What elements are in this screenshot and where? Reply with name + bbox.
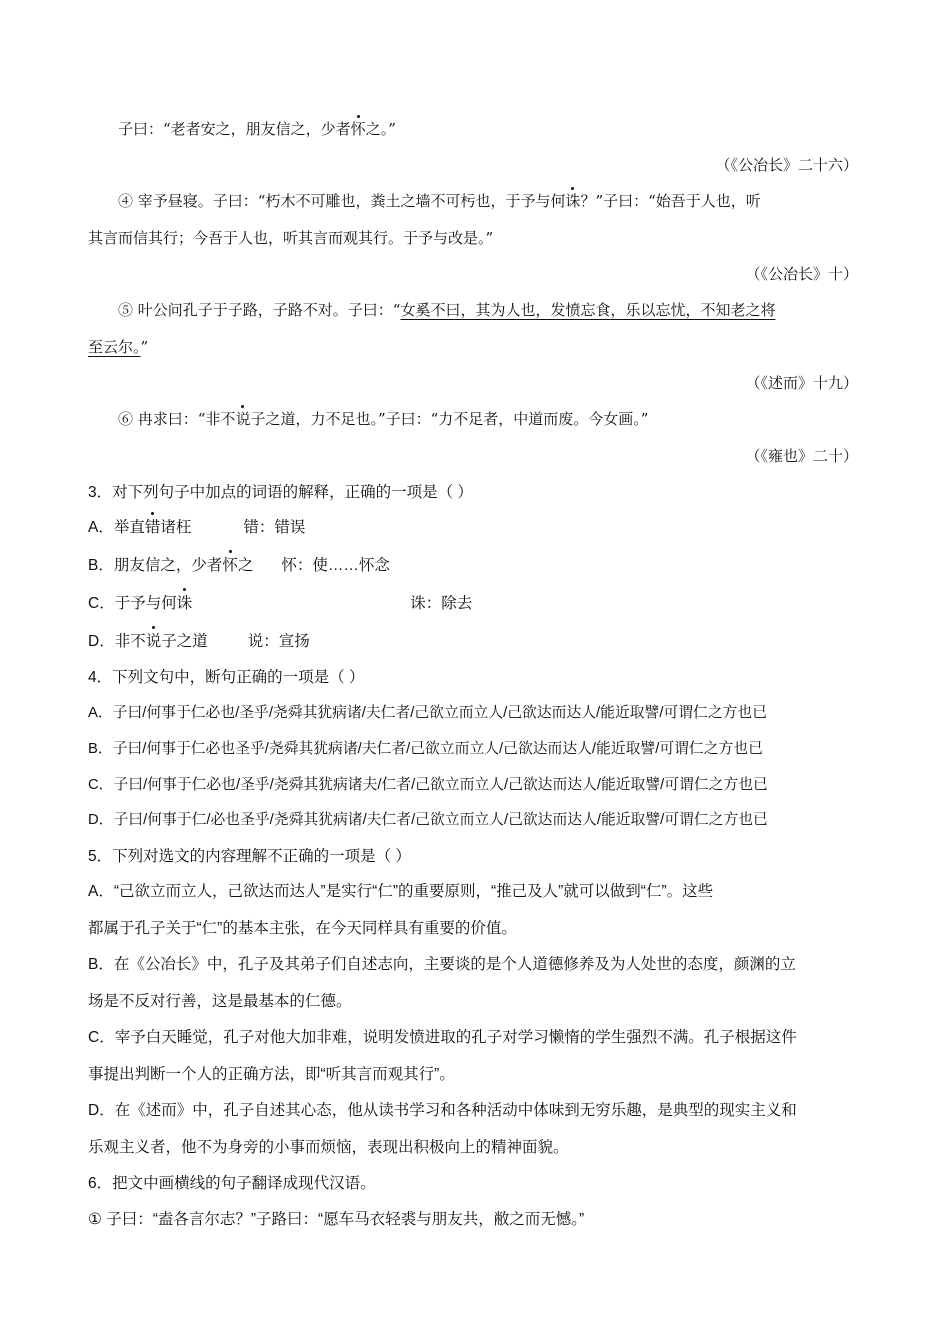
underlined-sentence: 女奚不曰，其为人也，发愤忘食，乐以忘忧，不知老之将 [400, 301, 776, 319]
emphasis-dot-char: 说 [235, 410, 251, 428]
emphasis-dot-char: 诛 [177, 591, 193, 613]
question-6-item-1: ① 子曰：“盍各言尔志？”子路曰：“愿车马衣轻裘与朋友共，敝之而无憾。” [88, 1211, 585, 1228]
passage-source: （《公冶长》二十六） [715, 156, 858, 174]
emphasis-dot-char: 说 [146, 629, 162, 651]
passage-line: 其言而信其行；今吾于人也，听其言而观其行。于予与改是。” [88, 229, 494, 247]
question-4-stem: 4．下列文句中，断句正确的一项是（ ） [88, 669, 365, 686]
emphasis-dot-char: 诛 [565, 192, 581, 210]
question-5-option-b: B．在《公冶长》中，孔子及其弟子们自述志向，主要谈的是个人道德修养及为人处世的态度，颜渊的立 [88, 956, 796, 973]
question-4-option-b: B．子曰/何事于仁必也圣乎/尧舜其犹病诸/夫仁者/己欲立而立人/己欲达而达人/能近取譬/可谓仁之方也已 [88, 741, 763, 757]
passage-source: （《述而》十九） [745, 374, 858, 392]
passage-source: （《公冶长》十） [745, 265, 858, 283]
underlined-sentence: 至云尔。 [88, 338, 141, 356]
question-3-option-b: B．朋友信之，少者怀之 怀：使……怀念 [88, 553, 858, 575]
question-5-option-a-cont: 都属于孔子关于“仁”的基本主张，在今天同样具有重要的价值。 [88, 920, 517, 937]
question-5-stem: 5．下列对选文的内容理解不正确的一项是（ ） [88, 848, 411, 865]
question-4-option-d: D．子曰/何事于仁/必也圣乎/尧舜其犹病诸/夫仁者/己欲立而立人/己欲达而达人/能近取譬/可谓仁之方也已 [88, 812, 768, 828]
question-3-option-a: A．举直错诸枉 错：错误 [88, 515, 858, 537]
question-5-option-d-cont: 乐观主义者，他不为身旁的小事而烦恼，表现出积极向上的精神面貌。 [88, 1139, 569, 1156]
question-4-option-c: C．子曰/何事于仁必也/圣乎/尧舜其犹病诸夫/仁者/己欲立而立人/己欲达而达人/能近取譬/可谓仁之方也已 [88, 777, 768, 793]
passage-line: 子曰：“老者安之，朋友信之，少者怀之。” [118, 120, 396, 138]
question-5-option-c-cont: 事提出判断一个人的正确方法，即“听其言而观其行”。 [88, 1066, 455, 1083]
question-3-option-c: C．于予与何诛 诛：除去 [88, 591, 858, 613]
question-5-option-b-cont: 场是不反对行善，这是最基本的仁德。 [88, 993, 352, 1010]
passage-line: ⑥ 冉求曰：“非不说子之道，力不足也。”子曰：“力不足者，中道而废。今女画。” [118, 410, 649, 428]
question-3-option-d: D．非不说子之道 说：宣扬 [88, 629, 858, 651]
question-6-stem: 6．把文中画横线的句子翻译成现代汉语。 [88, 1175, 376, 1192]
passage-line: ④ 宰予昼寝。子曰：“朽木不可雕也，粪土之墙不可杇也，于予与何诛？”子曰：“始吾于人也，听 [118, 192, 761, 210]
passage-source: （《雍也》二十） [745, 447, 858, 465]
emphasis-dot-char: 错 [145, 515, 161, 537]
question-5-option-d: D．在《述而》中，孔子自述其心态，他从读书学习和各种活动中体味到无穷乐趣，是典型的现实主义和 [88, 1102, 797, 1119]
passage-line: ⑤ 叶公问孔子于子路，子路不对。子曰：“女奚不曰，其为人也，发愤忘食，乐以忘忧，不知老之将 [118, 301, 776, 319]
emphasis-dot-char: 怀 [222, 553, 238, 575]
question-5-option-c: C．宰予白天睡觉，孔子对他大加非难，说明发愤进取的孔子对学习懒惰的学生强烈不满。孔子根据这件 [88, 1029, 797, 1046]
question-4-option-a: A．子曰/何事于仁必也/圣乎/尧舜其犹病诸/夫仁者/己欲立而立人/己欲达而达人/能近取譬/可谓仁之方也已 [88, 705, 768, 721]
emphasis-dot-char: 怀 [350, 120, 366, 138]
question-5-option-a: A．“己欲立而立人，己欲达而达人”是实行“仁”的重要原则，“推己及人”就可以做到“仁”。这些 [88, 883, 714, 900]
passage-line: 至云尔。” [88, 338, 149, 356]
question-3-stem: 3．对下列句子中加点的词语的解释，正确的一项是（ ） [88, 484, 473, 501]
